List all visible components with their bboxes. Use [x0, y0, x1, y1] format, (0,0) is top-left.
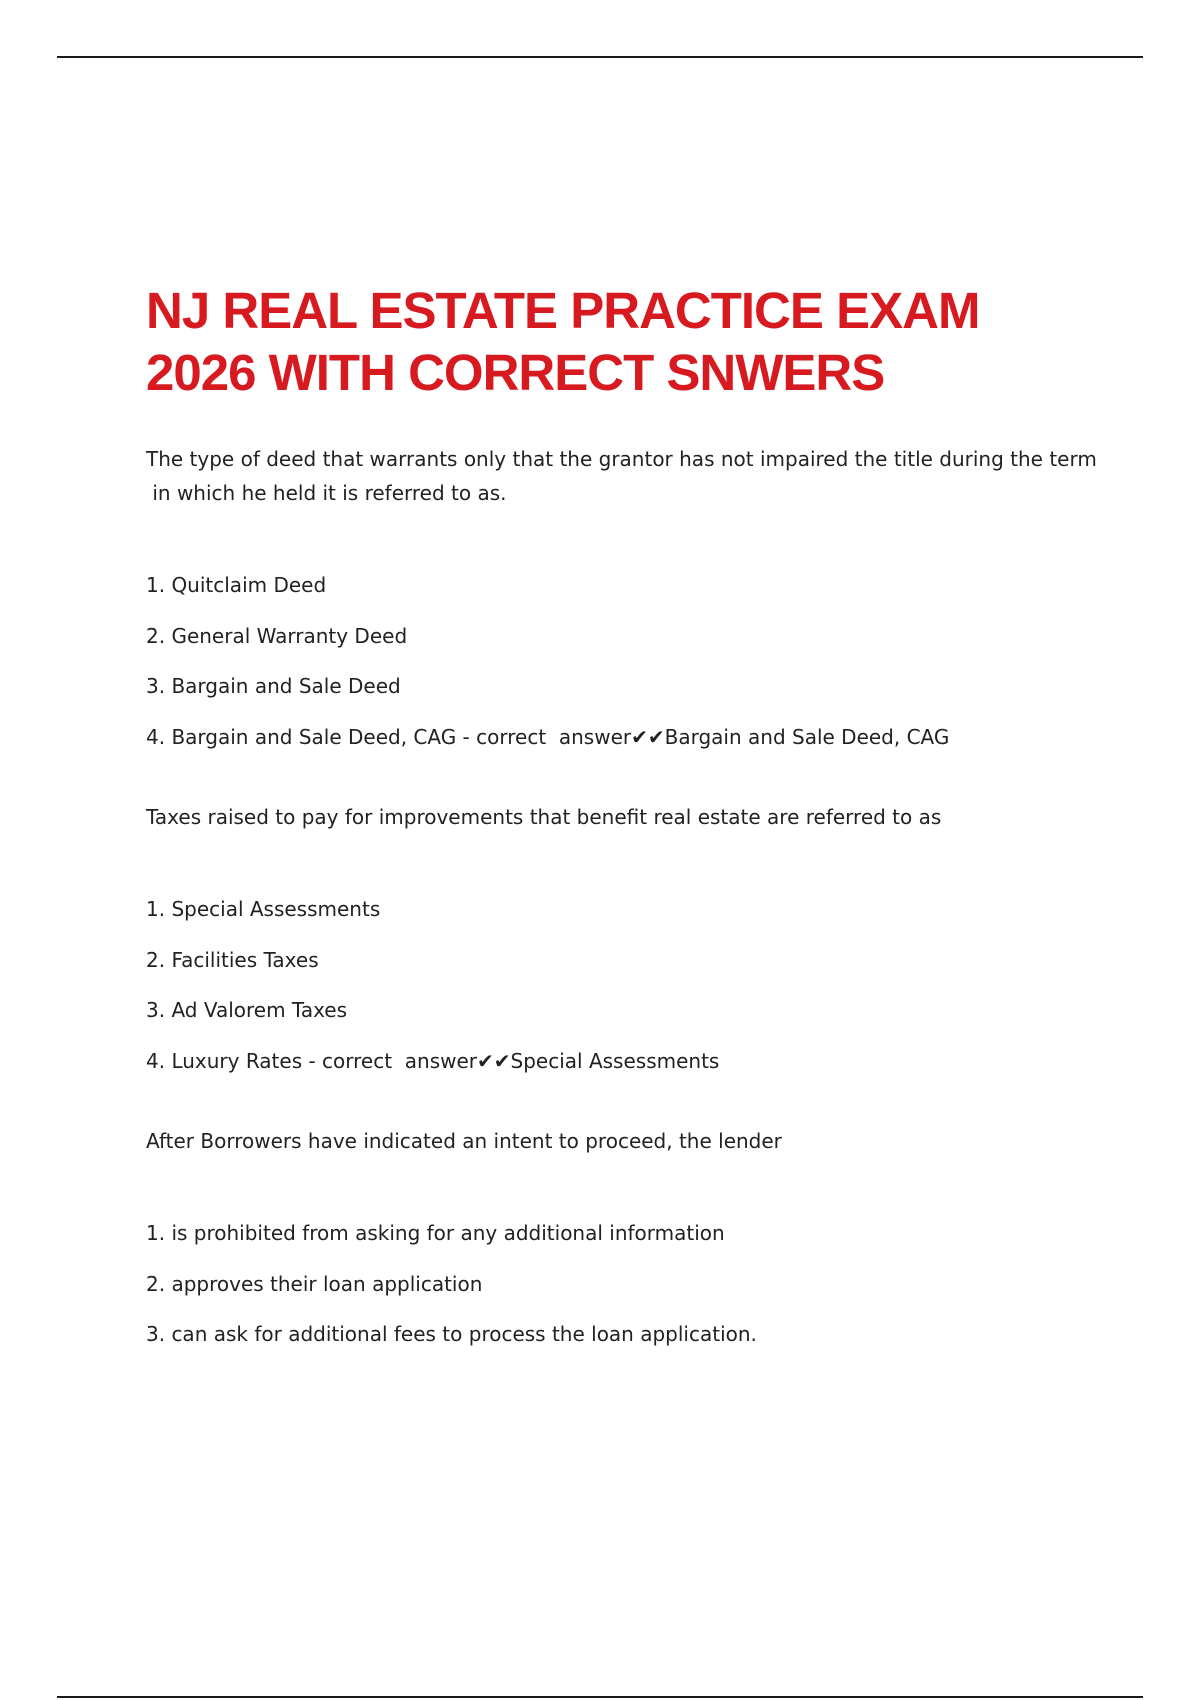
- title-line-2: 2026 WITH CORRECT SNWERS: [146, 344, 885, 401]
- question-2-options: [146, 884, 1106, 1086]
- question-3-option-3: 3. can ask for additional fees to process the loan application.: [146, 1322, 757, 1346]
- top-rule: [57, 56, 1143, 58]
- document-content: [146, 280, 1106, 1360]
- question-2-option-2: 2. Facilities Taxes: [146, 947, 319, 972]
- question-1-option-1: 1. Quitclaim Deed: [146, 573, 327, 597]
- question-3-option-1: 1. is prohibited from asking for any additional information: [146, 1221, 725, 1245]
- question-1-text: [146, 442, 1106, 510]
- question-1-line-1: The type of deed that warrants only that the grantor has not impaired the title during the term: [146, 447, 1097, 471]
- question-2-option-4: 4. Luxury Rates - correct answer✔✔Special Assessments: [146, 1048, 720, 1073]
- question-2-line-1: Taxes raised to pay for improvements that benefit real estate are referred to as: [146, 805, 942, 829]
- question-2-option-3: 3. Ad Valorem Taxes: [146, 998, 348, 1022]
- question-3-line-1: After Borrowers have indicated an intent to proceed, the lender: [146, 1129, 782, 1153]
- question-1-option-3: 3. Bargain and Sale Deed: [146, 674, 401, 698]
- question-1-options: [146, 560, 1106, 762]
- bottom-rule: [57, 1696, 1143, 1698]
- question-1-option-2: 2. General Warranty Deed: [146, 623, 408, 648]
- title-line-1: NJ REAL ESTATE PRACTICE EXAM: [146, 282, 980, 339]
- question-2-text: [146, 800, 1106, 834]
- question-1-option-4: 4. Bargain and Sale Deed, CAG - correct answer✔✔Bargain and Sale Deed, CAG: [146, 724, 950, 749]
- question-3-text: [146, 1124, 1106, 1158]
- question-1-line-2: in which he held it is referred to as.: [146, 481, 507, 505]
- question-3-options: [146, 1208, 1106, 1360]
- question-2-option-1: 1. Special Assessments: [146, 897, 381, 921]
- document-title: [146, 280, 1106, 404]
- question-3-option-2: 2. approves their loan application: [146, 1271, 483, 1296]
